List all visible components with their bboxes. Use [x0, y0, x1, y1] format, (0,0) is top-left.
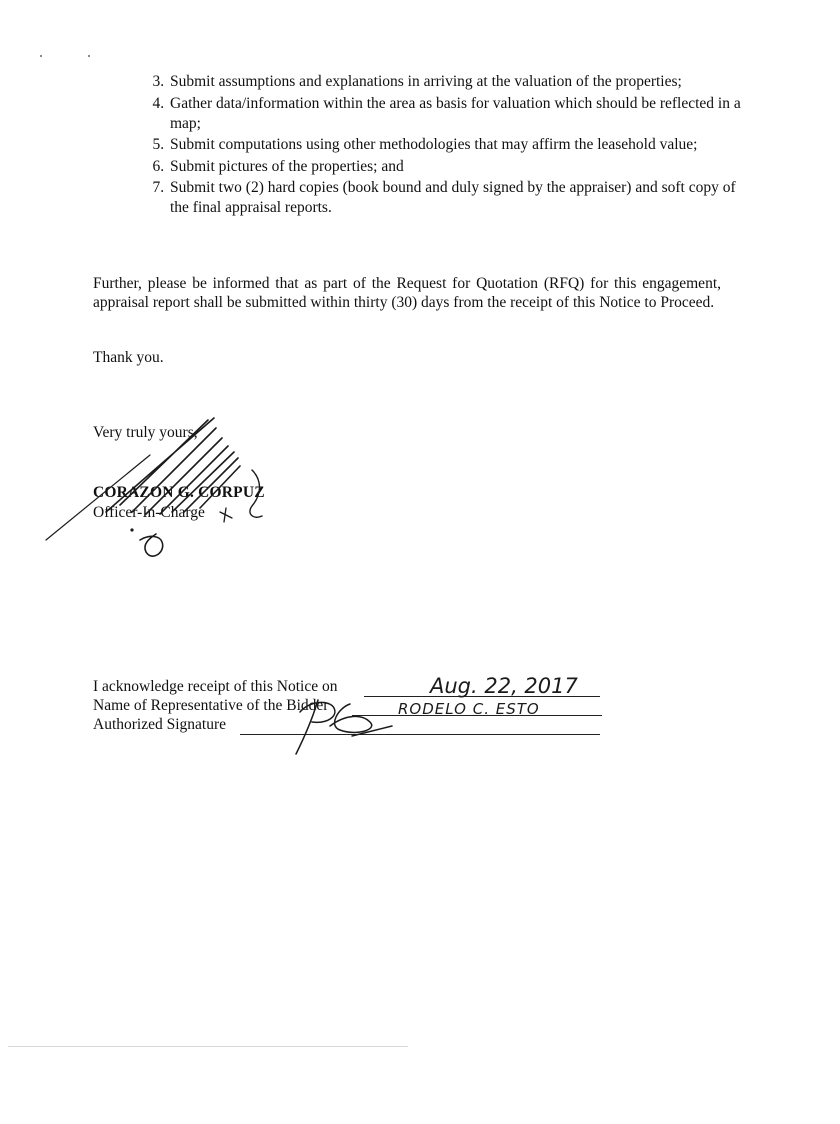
requirements-list	[120, 72, 758, 220]
representative-label: Name of Representative of the Bidder	[93, 697, 329, 714]
scan-edge-rule	[8, 1046, 408, 1047]
requirement-item: 5. Submit computations using other methodologies that may affirm the leasehold value;	[168, 135, 758, 155]
representative-name-handwritten: RODELO C. ESTO	[398, 700, 540, 718]
receipt-label: I acknowledge receipt of this Notice on	[93, 678, 338, 695]
further-paragraph: Further, please be informed that as part of the Request for Quotation (RFQ) for this engagement, appraisal report shall be submitted within thirty (30) days from the receipt of this Notice to Proceed.	[93, 275, 721, 311]
representative-name-line	[352, 715, 602, 716]
signatory-title: Officer-In-Charge	[93, 504, 205, 521]
closing-line: Very truly yours,	[93, 424, 198, 441]
authorized-signature-label: Authorized Signature	[93, 716, 227, 733]
receipt-date-handwritten: Aug. 22, 2017	[430, 674, 578, 698]
receipt-date-line	[364, 696, 600, 697]
initial-mark	[130, 528, 162, 556]
requirement-item: 4. Gather data/information within the area as basis for valuation which should be reflected in a map;	[168, 94, 758, 134]
authorized-signature-line	[240, 734, 600, 735]
requirement-item: 6. Submit pictures of the properties; and	[168, 157, 758, 177]
requirement-item: 3. Submit assumptions and explanations in arriving at the valuation of the properties;	[168, 72, 758, 92]
signatory-name: CORAZON G. CORPUZ	[93, 484, 265, 501]
thank-you-line: Thank you.	[93, 349, 164, 366]
requirement-item: 7. Submit two (2) hard copies (book bound and duly signed by the appraiser) and soft copy of the final appraisal reports.	[168, 178, 758, 218]
